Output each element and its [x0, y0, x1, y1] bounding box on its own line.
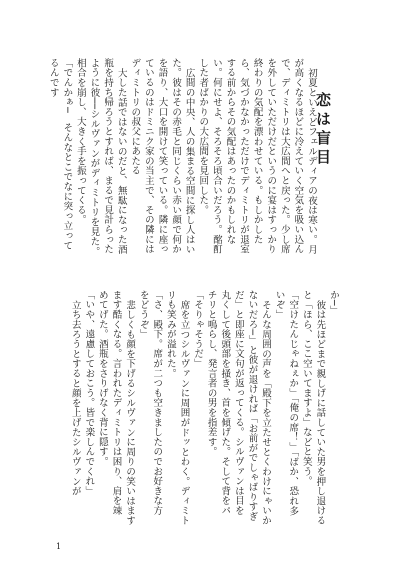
dialog-line: 「そりゃそうだ」: [192, 290, 204, 369]
chapter-title: 恋は盲目: [313, 92, 332, 168]
paragraph: そんな周囲の声を「殿下を立たせとくわけにゃいかないだろ─」と彼が退ければ「お前がでしゃばりすぎだ」と即座に文句が返ってくる。シルヴァンは目を丸くして後頭部を掻き、首を傾げた。そして背をパチリと鳴らし、発言者の男を指差す。: [205, 290, 272, 525]
paragraph: 大した話ではないのだと、無駄になった酒瓶を持ち帰ろうとすれば、まるで見計らったように彼──シルヴァンがディミトリを見た。相合を崩し、大きく手を振ってくる。: [74, 58, 127, 257]
paragraph: 席を立つシルヴァンに周囲がドッとわく。ディミトリも笑みが溢れた。: [164, 290, 190, 525]
dialog-line: 「空けたんじゃねぇか」「俺の席！」「ばか、恐れ多いぞ」: [273, 290, 299, 516]
dialog-line: 「いや、遠慮しておこう。皆で楽しんでくれ」: [83, 290, 95, 496]
top-text-column: [47, 58, 318, 258]
dialog-line: か─」: [328, 290, 339, 316]
paragraph: 立ち去ろうとすると顔を上げたシルヴァンが: [69, 299, 81, 496]
page-number: 1: [56, 542, 62, 551]
dialog-line: 「でんかぁ─ そんなとこでなに突っ立ってるんです: [47, 58, 73, 251]
dialog-line: 「さ、殿下。席が二つも空きましたのでお好きな方をどうぞ」: [137, 290, 163, 516]
paragraph: 彼は先ほどまで親しげに話していた男を押し退けると「ほら、ここ空いてますよ」などと笑う。: [300, 290, 326, 525]
paragraph: 初夏といえどフェルディアの夜は寒い。月が高くなるほどに冷えていく空気を吸い込んで、ディミトリは大広間へと戻った。少し席を外していただけだというのに宴はすっかり終わりの気配を漂わせている。もしかしたら、気づかなかっただけでディミトリが退室する前からその気配はあったのかもしれない。何にせよ、そろそろ頃合いだろう。酩酊した者ばかりの大広間を見回した。: [197, 58, 317, 254]
paragraph: 広間の中央、人の集まる空間に探し人はいた。彼はその赤毛と同じくらい赤い顔で何かを語り、大口を開けて笑っている。隣に座っているのはドミニク家の当主で、その隣にはディミトリの叔父にあたる: [129, 58, 195, 254]
bottom-text-column: [68, 290, 340, 525]
paragraph: 悲しくも顔を下げるシルヴァンに周りの笑いはますます酷くなる。言われたディミトリは困り、肩を竦めてげた。酒瓶をさりげなく背に隠す。: [96, 290, 136, 525]
